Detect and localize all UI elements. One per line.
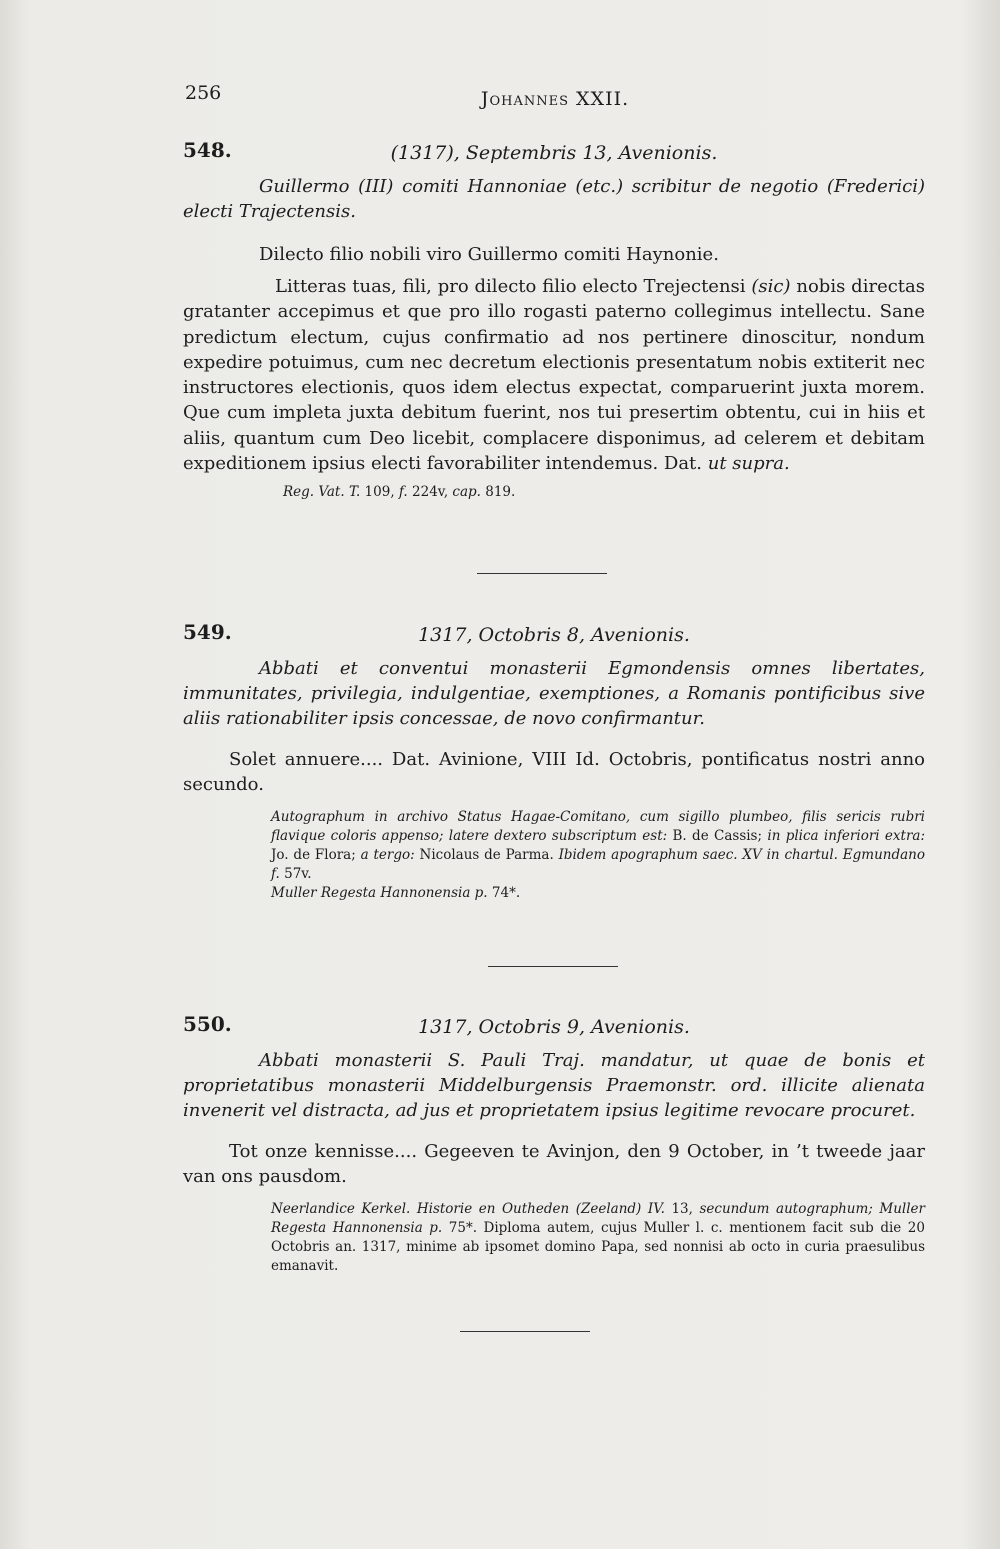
entry-number: 548. — [183, 138, 232, 162]
ref-part: f. — [398, 484, 408, 501]
note-part: 13, — [664, 1200, 700, 1217]
ref-part: Reg. Vat. T. — [283, 484, 361, 501]
note-part: Nicolaus de Parma. — [414, 846, 559, 863]
entry-body: Solet annuere.... Dat. Avinione, VIII Id. Octobris, pontificatus nostri anno secundo. — [183, 749, 925, 796]
note-part: secundum autographum; Muller Regesta Hannonensia p. — [271, 1200, 925, 1236]
entry-body: Tot onze kennisse.... Gegeeven te Avinjon, den 9 October, in ’t tweede jaar van ons pausdom. — [183, 1141, 925, 1188]
section-divider — [488, 966, 618, 967]
running-title: Johannes XXII. — [480, 88, 630, 110]
entry-summary: Abbati monasterii S. Pauli Traj. mandatur, ut quae de bonis et proprietatibus monasterii Middelburgensis Praemonstr. ord. illicite alienata invenerit vel distracta, ad jus et proprietatem ipsius legitime revocare procuret. — [183, 1050, 925, 1121]
entry-body — [183, 274, 925, 476]
body-text: Litteras tuas, fili, pro dilecto filio electo Trejectensi — [275, 276, 752, 297]
entry-548 — [183, 138, 925, 500]
source-note — [271, 808, 925, 903]
entry-number: 550. — [183, 1012, 232, 1036]
ref-part: 109, — [360, 484, 399, 501]
note-part: Autographum in archivo Status Hagae-Comitano, cum sigillo plumbeo, filis sericis rubri flavique coloris appenso; latere dextero subscriptum est: — [271, 808, 925, 844]
entry-date: (1317), Septembris 13, Avenionis. — [390, 142, 718, 164]
entry-heading — [183, 620, 925, 650]
entry-549 — [183, 620, 925, 903]
entry-heading — [183, 1012, 925, 1042]
note-part: Muller Regesta Hannonensia p. — [271, 884, 488, 901]
entry-heading — [183, 138, 925, 168]
note-part: a tergo: — [360, 846, 415, 863]
note-part: Neerlandice Kerkel. Historie en Outheden (Zeeland) IV. — [271, 1200, 665, 1217]
section-divider — [477, 573, 607, 574]
note-part: 57v. — [279, 865, 312, 882]
entry-summary: Abbati et conventui monasterii Egmondensis omnes libertates, immunitates, privilegia, indulgentiae, exemptiones, a Romanis pontificibus sive aliis rationabiliter ipsis concessae, de novo confirmantur. — [183, 658, 925, 729]
entry-date: 1317, Octobris 8, Avenionis. — [418, 624, 690, 646]
entry-date: 1317, Octobris 9, Avenionis. — [418, 1016, 690, 1038]
note-part: 74*. — [487, 884, 521, 901]
ref-part: cap. — [452, 484, 481, 501]
ref-part: 224v, — [407, 484, 453, 501]
entry-salutation: Dilecto filio nobili viro Guillermo comiti Haynonie. — [259, 244, 719, 265]
body-text: nobis directas gratanter accepimus et que pro illo rogasti paterno collegimus intellectu. Sane predictum electum, cujus confirmatio ad nos pertinere dinoscitur, nondum expedire potuimus, cum nec decretum electionis presentatum nobis extiterit nec instructores electionis, quos idem electus expectat, comparuerint juxta morem. Que cum impleta juxta debitum fuerint, nos tui presertim obtentu, cui in hiis et aliis, quantum cum Deo licebit, complacere disponimus, ad celerem et debitam expeditionem ipsius electi favorabiliter intendemus. Dat. — [183, 276, 925, 475]
ref-part: 819. — [480, 484, 516, 501]
note-part: Ibidem apographum saec. XV in chartul. Egmundano f. — [271, 846, 925, 882]
sic-note: (sic) — [751, 276, 791, 297]
source-note — [271, 1200, 925, 1276]
note-part: in plica inferiori extra: — [767, 827, 925, 844]
body-closing: ut supra. — [707, 453, 790, 475]
note-part: Jo. de Flora; — [271, 846, 361, 863]
register-reference — [283, 484, 925, 500]
entry-number: 549. — [183, 620, 232, 644]
note-part: B. de Cassis; — [667, 827, 768, 844]
entry-summary: Guillermo (III) comiti Hannoniae (etc.) scribitur de negotio (Frederici) electi Trajectensis. — [183, 176, 925, 222]
section-divider — [460, 1331, 590, 1332]
running-header — [185, 82, 925, 112]
note-part: 75*. Diploma autem, cujus Muller l. c. mentionem facit sub die 20 Octobris an. 1317, minime ab ipsomet domino Papa, sed nonnisi ab octo in curia praesulibus emanavit. — [271, 1219, 925, 1274]
entry-550 — [183, 1012, 925, 1276]
page-number: 256 — [185, 82, 222, 104]
